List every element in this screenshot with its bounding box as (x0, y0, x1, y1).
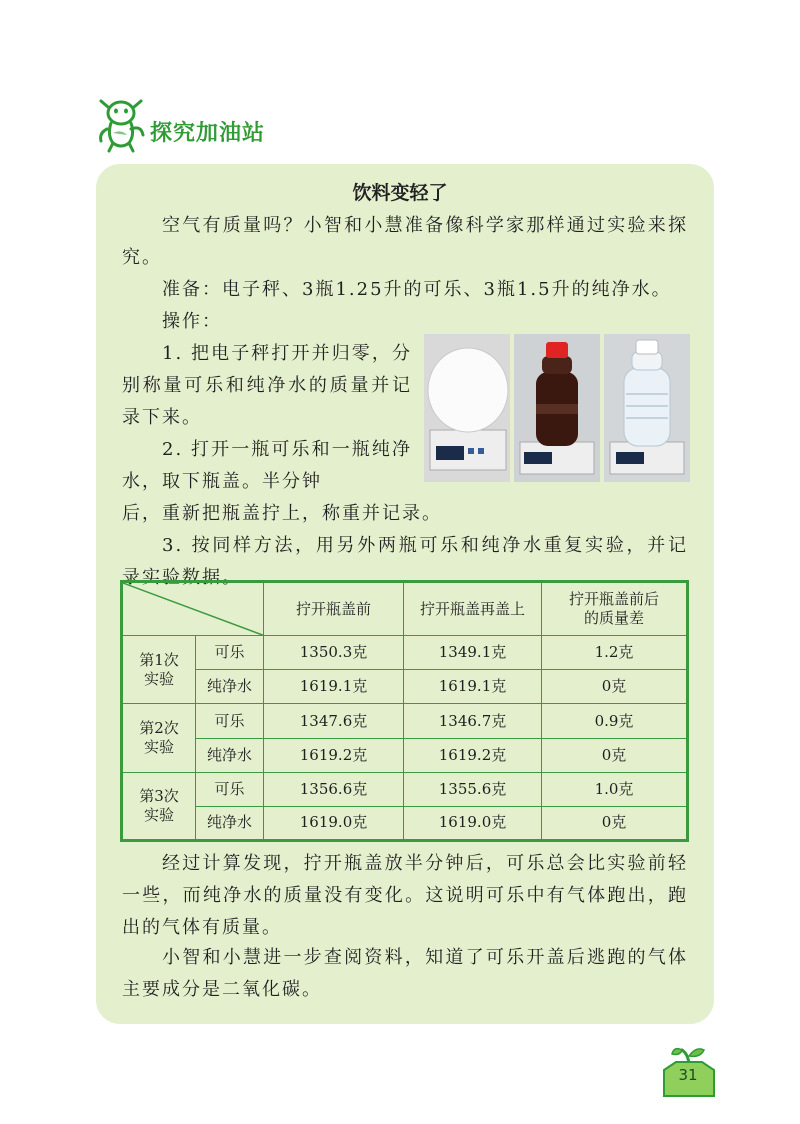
diff-cell: 0.9克 (542, 704, 688, 738)
diagonal-header-cell (122, 582, 264, 636)
step1-paragraph: 1. 把电子秤打开并归零，分别称量可乐和纯净水的质量并记录下来。 (122, 343, 412, 428)
diff-cell: 1.0克 (542, 772, 688, 806)
conclusion-paragraph: 经过计算发现，拧开瓶盖放半分钟后，可乐总会比实验前轻一些，而纯净水的质量没有变化。这说明可乐中有气体跑出，跑出的气体有质量。 (122, 853, 688, 938)
before-cell: 1619.0克 (264, 806, 404, 840)
item-cell: 纯净水 (196, 738, 264, 772)
table-row (122, 636, 688, 670)
diff-cell: 0克 (542, 670, 688, 704)
trial-label: 第2次实验 (122, 704, 196, 772)
article-title: 饮料变轻了 (352, 182, 448, 204)
step2-continuation: 后，重新把瓶盖拧上，称重并记录。 (122, 503, 442, 524)
cow-mascot-icon (93, 95, 151, 153)
trial-label: 第1次实验 (122, 636, 196, 704)
after-cell: 1349.1克 (404, 636, 542, 670)
item-cell: 可乐 (196, 772, 264, 806)
before-cell: 1619.2克 (264, 738, 404, 772)
table-row (122, 806, 688, 840)
after-cell: 1619.1克 (404, 670, 542, 704)
table-row (122, 670, 688, 704)
prep-paragraph: 准备：电子秤、3瓶1.25升的可乐、3瓶1.5升的纯净水。 (162, 279, 672, 300)
item-cell: 纯净水 (196, 670, 264, 704)
section-title: 探究加油站 (150, 121, 266, 146)
after-cell: 1619.0克 (404, 806, 542, 840)
item-cell: 可乐 (196, 636, 264, 670)
experiment-data-table (120, 580, 689, 842)
ops-label: 操作： (162, 311, 222, 332)
item-cell: 纯净水 (196, 806, 264, 840)
before-cell: 1350.3克 (264, 636, 404, 670)
intro-paragraph: 空气有质量吗？小智和小慧准备像科学家那样通过实验来探究。 (122, 215, 688, 268)
before-cell: 1356.6克 (264, 772, 404, 806)
header-before: 拧开瓶盖前 (264, 582, 404, 636)
table-row (122, 772, 688, 806)
before-cell: 1619.1克 (264, 670, 404, 704)
further-paragraph: 小智和小慧进一步查阅资料，知道了可乐开盖后逃跑的气体主要成分是二氧化碳。 (122, 947, 688, 1000)
header-diff: 拧开瓶盖前后的质量差 (542, 582, 688, 636)
after-cell: 1619.2克 (404, 738, 542, 772)
after-cell: 1355.6克 (404, 772, 542, 806)
before-cell: 1347.6克 (264, 704, 404, 738)
step3-paragraph: 3. 按同样方法，用另外两瓶可乐和纯净水重复实验，并记录实验数据。 (122, 535, 688, 588)
header-after: 拧开瓶盖再盖上 (404, 582, 542, 636)
table-row (122, 738, 688, 772)
page-number: 31 (678, 1066, 698, 1084)
trial-label: 第3次实验 (122, 772, 196, 840)
page-number-badge (660, 1044, 718, 1100)
item-cell: 可乐 (196, 704, 264, 738)
step2-paragraph: 2. 打开一瓶可乐和一瓶纯净水，取下瓶盖。半分钟 (122, 439, 412, 492)
diff-cell: 0克 (542, 806, 688, 840)
experiment-photo (424, 334, 690, 482)
table-row (122, 704, 688, 738)
diff-cell: 0克 (542, 738, 688, 772)
after-cell: 1346.7克 (404, 704, 542, 738)
diff-cell: 1.2克 (542, 636, 688, 670)
